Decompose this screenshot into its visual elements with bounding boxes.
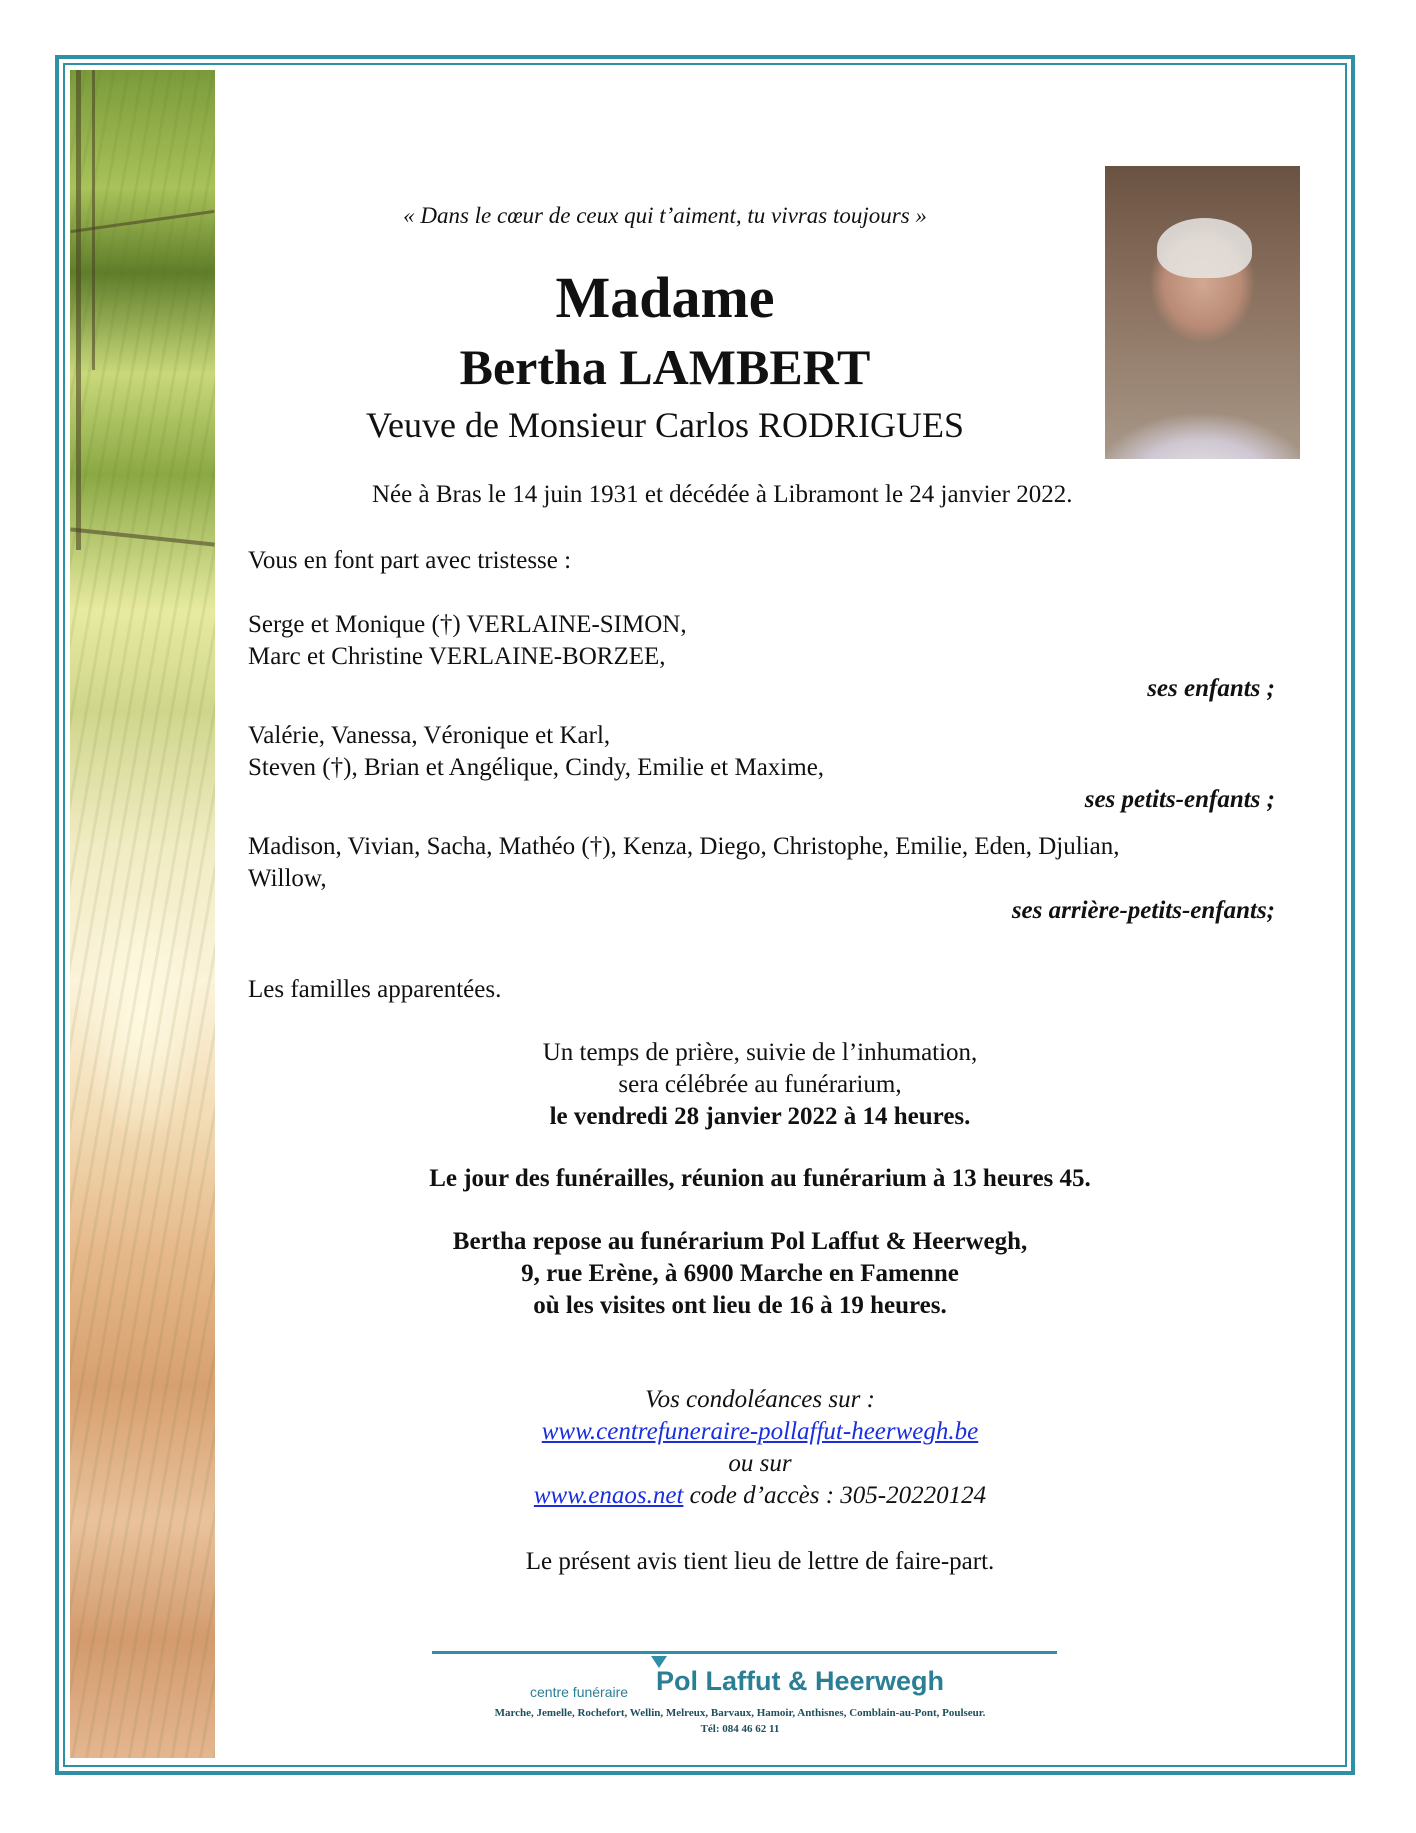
logo-brand-small: centre funéraire <box>530 1684 629 1700</box>
condolences-link-row <box>350 1416 1170 1448</box>
notice: Le présent avis tient lieu de lettre de faire-part. <box>525 1548 995 1575</box>
families: Les familles apparentées. <box>248 976 502 1003</box>
great-grandchildren-line: Madison, Vivian, Sacha, Mathéo (†), Kenza, Diego, Christophe, Emilie, Eden, Djulian, <box>248 833 1120 860</box>
funeral-center-link[interactable]: www.centrefuneraire-pollaffut-heerwegh.be <box>541 1418 979 1445</box>
portrait-photo <box>1105 166 1300 459</box>
children-line: Serge et Monique (†) VERLAINE-SIMON, <box>248 611 687 638</box>
forest-path-image <box>70 70 215 1758</box>
rest-line: où les visites ont lieu de 16 à 19 heures. <box>533 1292 947 1319</box>
children-line: Marc et Christine VERLAINE-BORZEE, <box>248 643 666 670</box>
ceremony-line: Un temps de prière, suivie de l’inhumation, <box>542 1039 978 1066</box>
birth-death: Née à Bras le 14 juin 1931 et décédée à Libramont le 24 janvier 2022. <box>372 481 1073 508</box>
title-madame: Madame <box>555 265 775 330</box>
condolences-or: ou sur <box>728 1450 792 1477</box>
meeting-info: Le jour des funérailles, réunion au funérarium à 13 heures 45. <box>429 1165 1091 1192</box>
announcement: Vous en font part avec tristesse : <box>248 547 572 574</box>
condolences-enaos-row <box>350 1480 1170 1512</box>
condolences-intro: Vos condoléances sur : <box>645 1386 875 1413</box>
ceremony-date: le vendredi 28 janvier 2022 à 14 heures. <box>549 1103 971 1130</box>
grandchildren-line: Steven (†), Brian et Angélique, Cindy, Emilie et Maxime, <box>248 754 825 781</box>
widow-of: Veuve de Monsieur Carlos RODRIGUES <box>366 405 964 445</box>
rest-line: 9, rue Erène, à 6900 Marche en Famenne <box>521 1260 959 1287</box>
great-grandchildren-line: Willow, <box>248 865 327 892</box>
children-label: ses enfants ; <box>1147 675 1275 702</box>
deceased-name: Bertha LAMBERT <box>459 339 871 395</box>
enaos-link[interactable]: www.enaos.net <box>533 1482 684 1509</box>
great-grandchildren-label: ses arrière-petits-enfants; <box>1011 897 1275 924</box>
grandchildren-line: Valérie, Vanessa, Véronique et Karl, <box>248 722 611 749</box>
grandchildren-label: ses petits-enfants ; <box>1084 786 1275 813</box>
memorial-quote: « Dans le cœur de ceux qui t’aiment, tu vivras toujours » <box>403 203 927 228</box>
logo-phone: Tél: 084 46 62 11 <box>700 1723 780 1735</box>
ceremony-line: sera célébrée au funérarium, <box>618 1071 902 1098</box>
logo-brand-name: Pol Laffut & Heerwegh <box>656 1666 945 1696</box>
rest-line: Bertha repose au funérarium Pol Laffut & Heerwegh, <box>452 1228 1028 1255</box>
logo-towns: Marche, Jemelle, Rochefort, Wellin, Melreux, Barvaux, Hamoir, Anthisnes, Comblain-au-Pont, Poulseur. <box>494 1707 986 1719</box>
access-code: code d’accès : 305-20220124 <box>689 1482 987 1509</box>
logo-divider <box>432 1651 1057 1654</box>
